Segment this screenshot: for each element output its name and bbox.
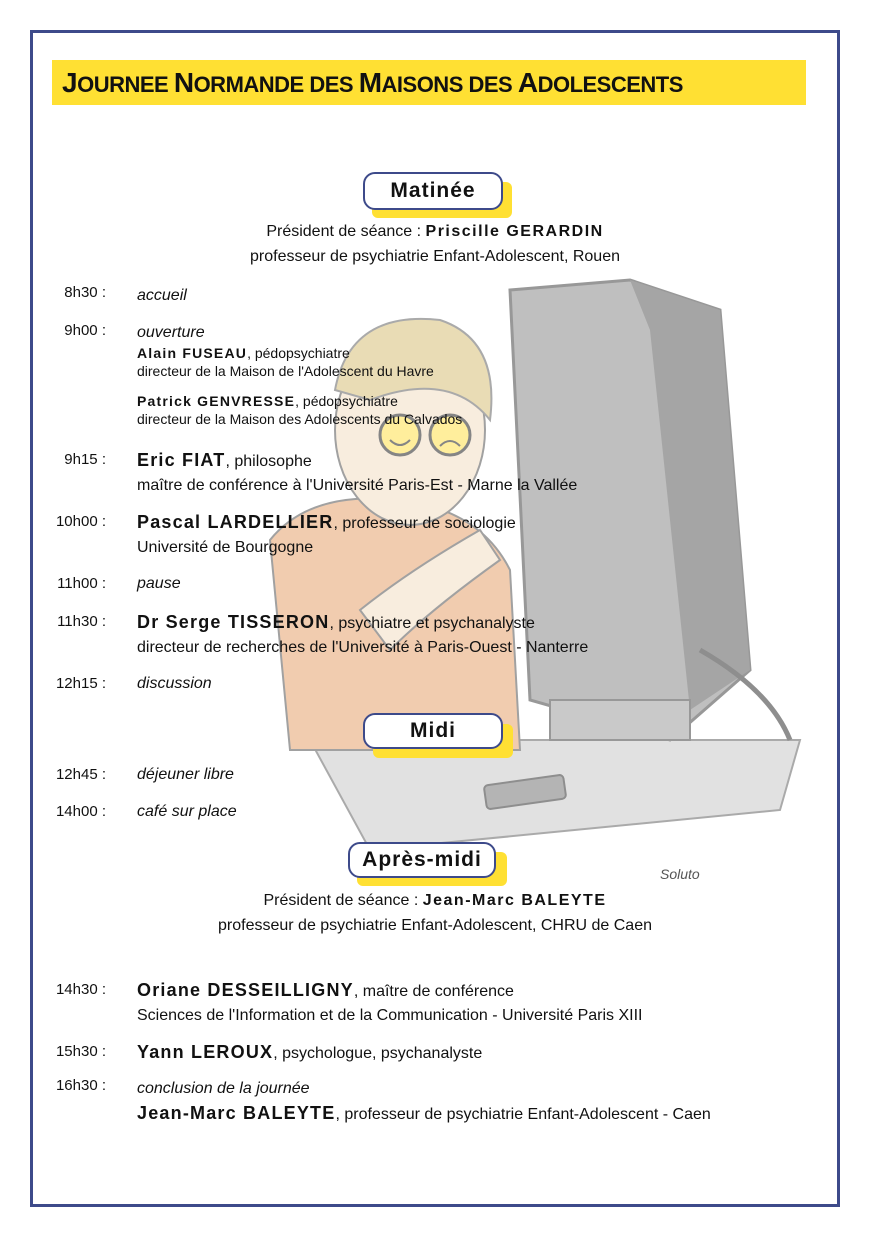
morning-president: Président de séance : Priscille GERARDIN professeur de psychiatrie Enfant-Adolescent, Rouen bbox=[250, 223, 620, 265]
afternoon-badge: Après-midi bbox=[348, 842, 496, 878]
artist-signature: Soluto bbox=[660, 866, 700, 882]
afternoon-president: Président de séance : Jean-Marc BALEYTE professeur de psychiatrie Enfant-Adolescent, CHRU de Caen bbox=[218, 892, 652, 934]
page-title: JOURNEE NORMANDE DES MAISONS DES ADOLESCENTS bbox=[62, 67, 683, 98]
morning-badge: Matinée bbox=[363, 172, 503, 210]
midday-badge: Midi bbox=[363, 713, 503, 749]
